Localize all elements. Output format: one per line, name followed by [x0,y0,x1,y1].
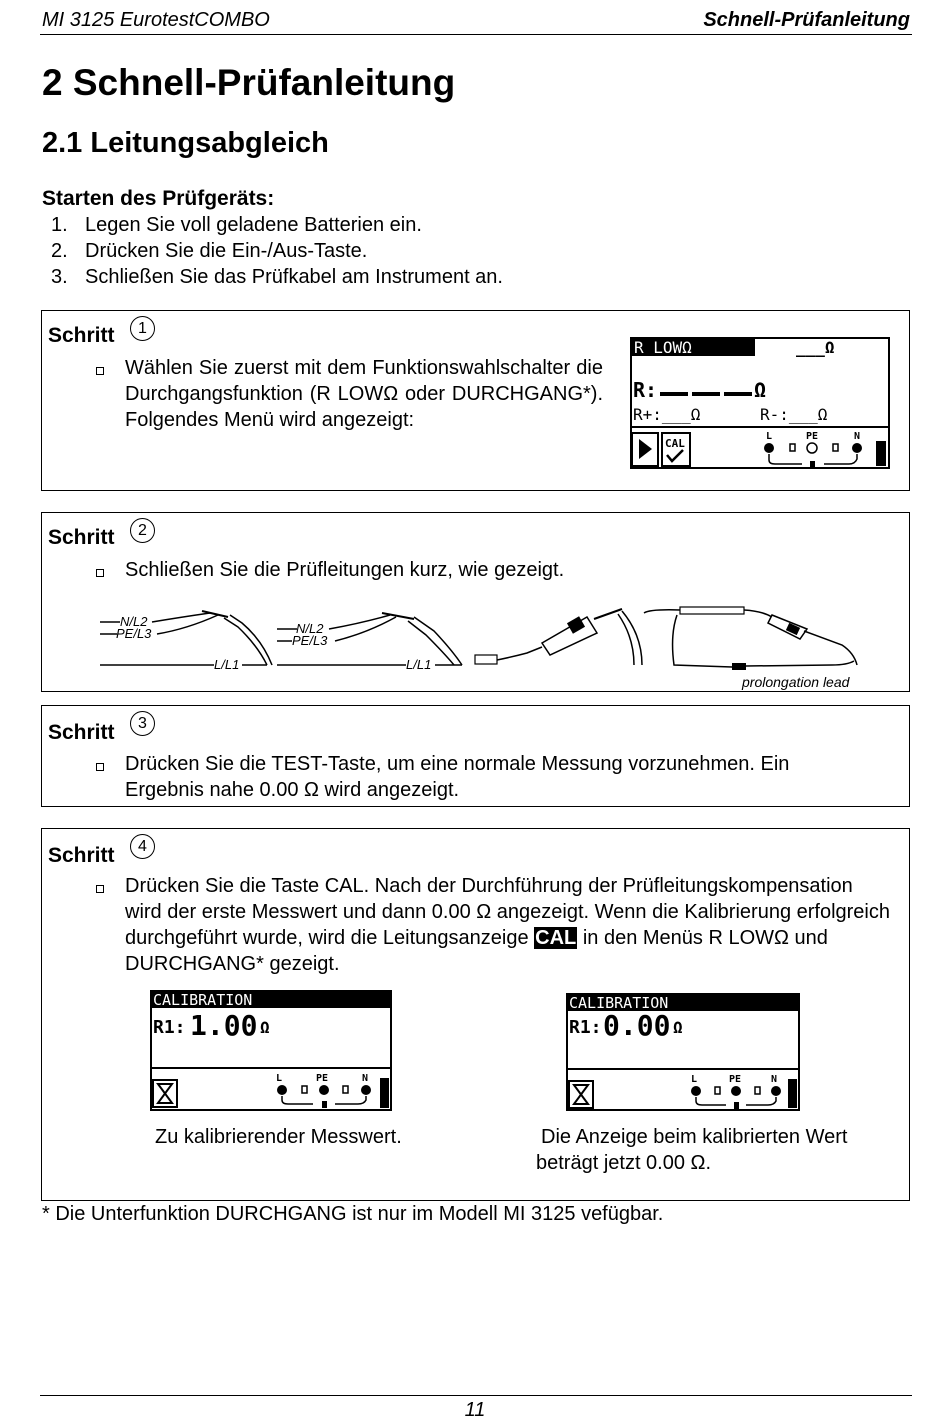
list-item: 2. Drücken Sie die Ein-/Aus-Taste. [51,240,368,262]
battery-icon [380,1078,389,1108]
caption-left: Zu kalibrierender Messwert. [155,1126,402,1148]
svg-text:N: N [854,431,861,442]
header-right: Schnell-Prüfanleitung [703,9,910,31]
list-item: 3. Schließen Sie das Prüfkabel am Instrument an. [51,266,503,288]
lcd-calibration-after [566,993,802,1112]
step-1-box [41,310,910,491]
lcd-title-value: ___Ω [796,338,835,357]
lcd-calibration-before [150,990,394,1112]
step-label: Schritt [48,844,115,867]
svg-text:L: L [691,1074,698,1085]
step-2-box [41,512,910,692]
step-label: Schritt [48,324,115,347]
header-left: MI 3125 EurotestCOMBO [42,9,270,31]
svg-text:L/L1: L/L1 [214,657,240,672]
svg-text:N: N [362,1073,369,1084]
svg-text:PE/L3: PE/L3 [116,626,152,641]
lcd-r-label: R: [633,378,658,402]
svg-text:CALIBRATION: CALIBRATION [569,994,669,1012]
lcd-r-plus: R+:___Ω [633,405,701,424]
svg-text:prolongation lead: prolongation lead [742,674,850,690]
svg-text:R1:: R1: [569,1017,602,1038]
step-3-box [41,705,910,807]
section-title: 2.1 Leitungsabgleich [42,127,329,159]
svg-text:1.00: 1.00 [190,1009,258,1042]
svg-text:CALIBRATION: CALIBRATION [153,991,253,1009]
svg-text:PE/L3: PE/L3 [292,633,328,648]
lcd-r-minus: R-:___Ω [760,405,828,424]
lcd-r-unit: Ω [754,378,767,402]
caption-right: Die Anzeige beim kalibrierten Wert beträgt jetzt 0.00 Ω. [536,1126,848,1174]
svg-text:PE: PE [729,1074,742,1085]
footnote: * Die Unterfunktion DURCHGANG ist nur im Modell MI 3125 vefügbar. [42,1203,664,1225]
chapter-title: 2 Schnell-Prüfanleitung [42,62,456,103]
svg-text:Ω: Ω [673,1018,683,1037]
header-rule [40,34,912,35]
bullet-icon [96,885,104,893]
svg-text:Ω: Ω [260,1018,270,1037]
bullet-icon [96,367,104,375]
battery-icon [876,441,886,466]
page-number: 11 [464,1399,486,1421]
step-4-box [41,828,910,1201]
start-list [42,212,503,290]
svg-text:N/L2: N/L2 [296,621,324,636]
svg-text:L: L [766,431,773,442]
lcd-cal-key: CAL [665,437,685,450]
bullet-icon [96,763,104,771]
step-number: 2 [130,518,155,543]
cal-badge: CAL [535,927,577,949]
test-lead-diagram [42,605,909,691]
svg-text:L: L [276,1073,283,1084]
svg-text:PE: PE [806,431,819,442]
footer-rule [40,1395,912,1396]
step-label: Schritt [48,526,115,549]
svg-text:N/L2: N/L2 [120,614,148,629]
svg-text:L/L1: L/L1 [406,657,432,672]
step-text: Schließen Sie die Prüfleitungen kurz, wie gezeigt. [125,559,565,581]
step-text: Drücken Sie die TEST-Taste, um eine normale Messung vorzunehmen. Ein Ergebnis nahe 0.00 Ω wird angezeigt. [125,753,790,801]
lcd-r-low-display [630,337,892,472]
step-text: Wählen Sie zuerst mit dem Funktionswahlschalter die Durchgangsfunktion (R LOWΩ oder DURCHGANG*). Folgendes Menü wird angezeigt: [125,357,603,431]
step-number: 3 [130,711,155,736]
svg-text:0.00: 0.00 [603,1009,671,1042]
step-number: 1 [130,316,155,341]
lcd-title: R LOWΩ [634,338,692,357]
step-label: Schritt [48,721,115,744]
step-number: 4 [130,834,155,859]
battery-icon [788,1079,797,1108]
list-item: 1. Legen Sie voll geladene Batterien ein. [51,214,422,236]
start-title: Starten des Prüfgeräts: [42,187,275,210]
svg-text:PE: PE [316,1073,329,1084]
svg-text:N: N [771,1074,778,1085]
step-text: Drücken Sie die Taste CAL. Nach der Durchführung der Prüfleitungskompensation wird der erste Messwert und dann 0.00 Ω angezeigt. Wenn die Kalibrierung erfolgreich durchgeführt wurde, wird die Leitungsanzeige CAL in den Menüs R LOWΩ und DURCHGANG* gezeigt. [125,875,890,975]
svg-text:R1:: R1: [153,1017,186,1038]
bullet-icon [96,569,104,577]
